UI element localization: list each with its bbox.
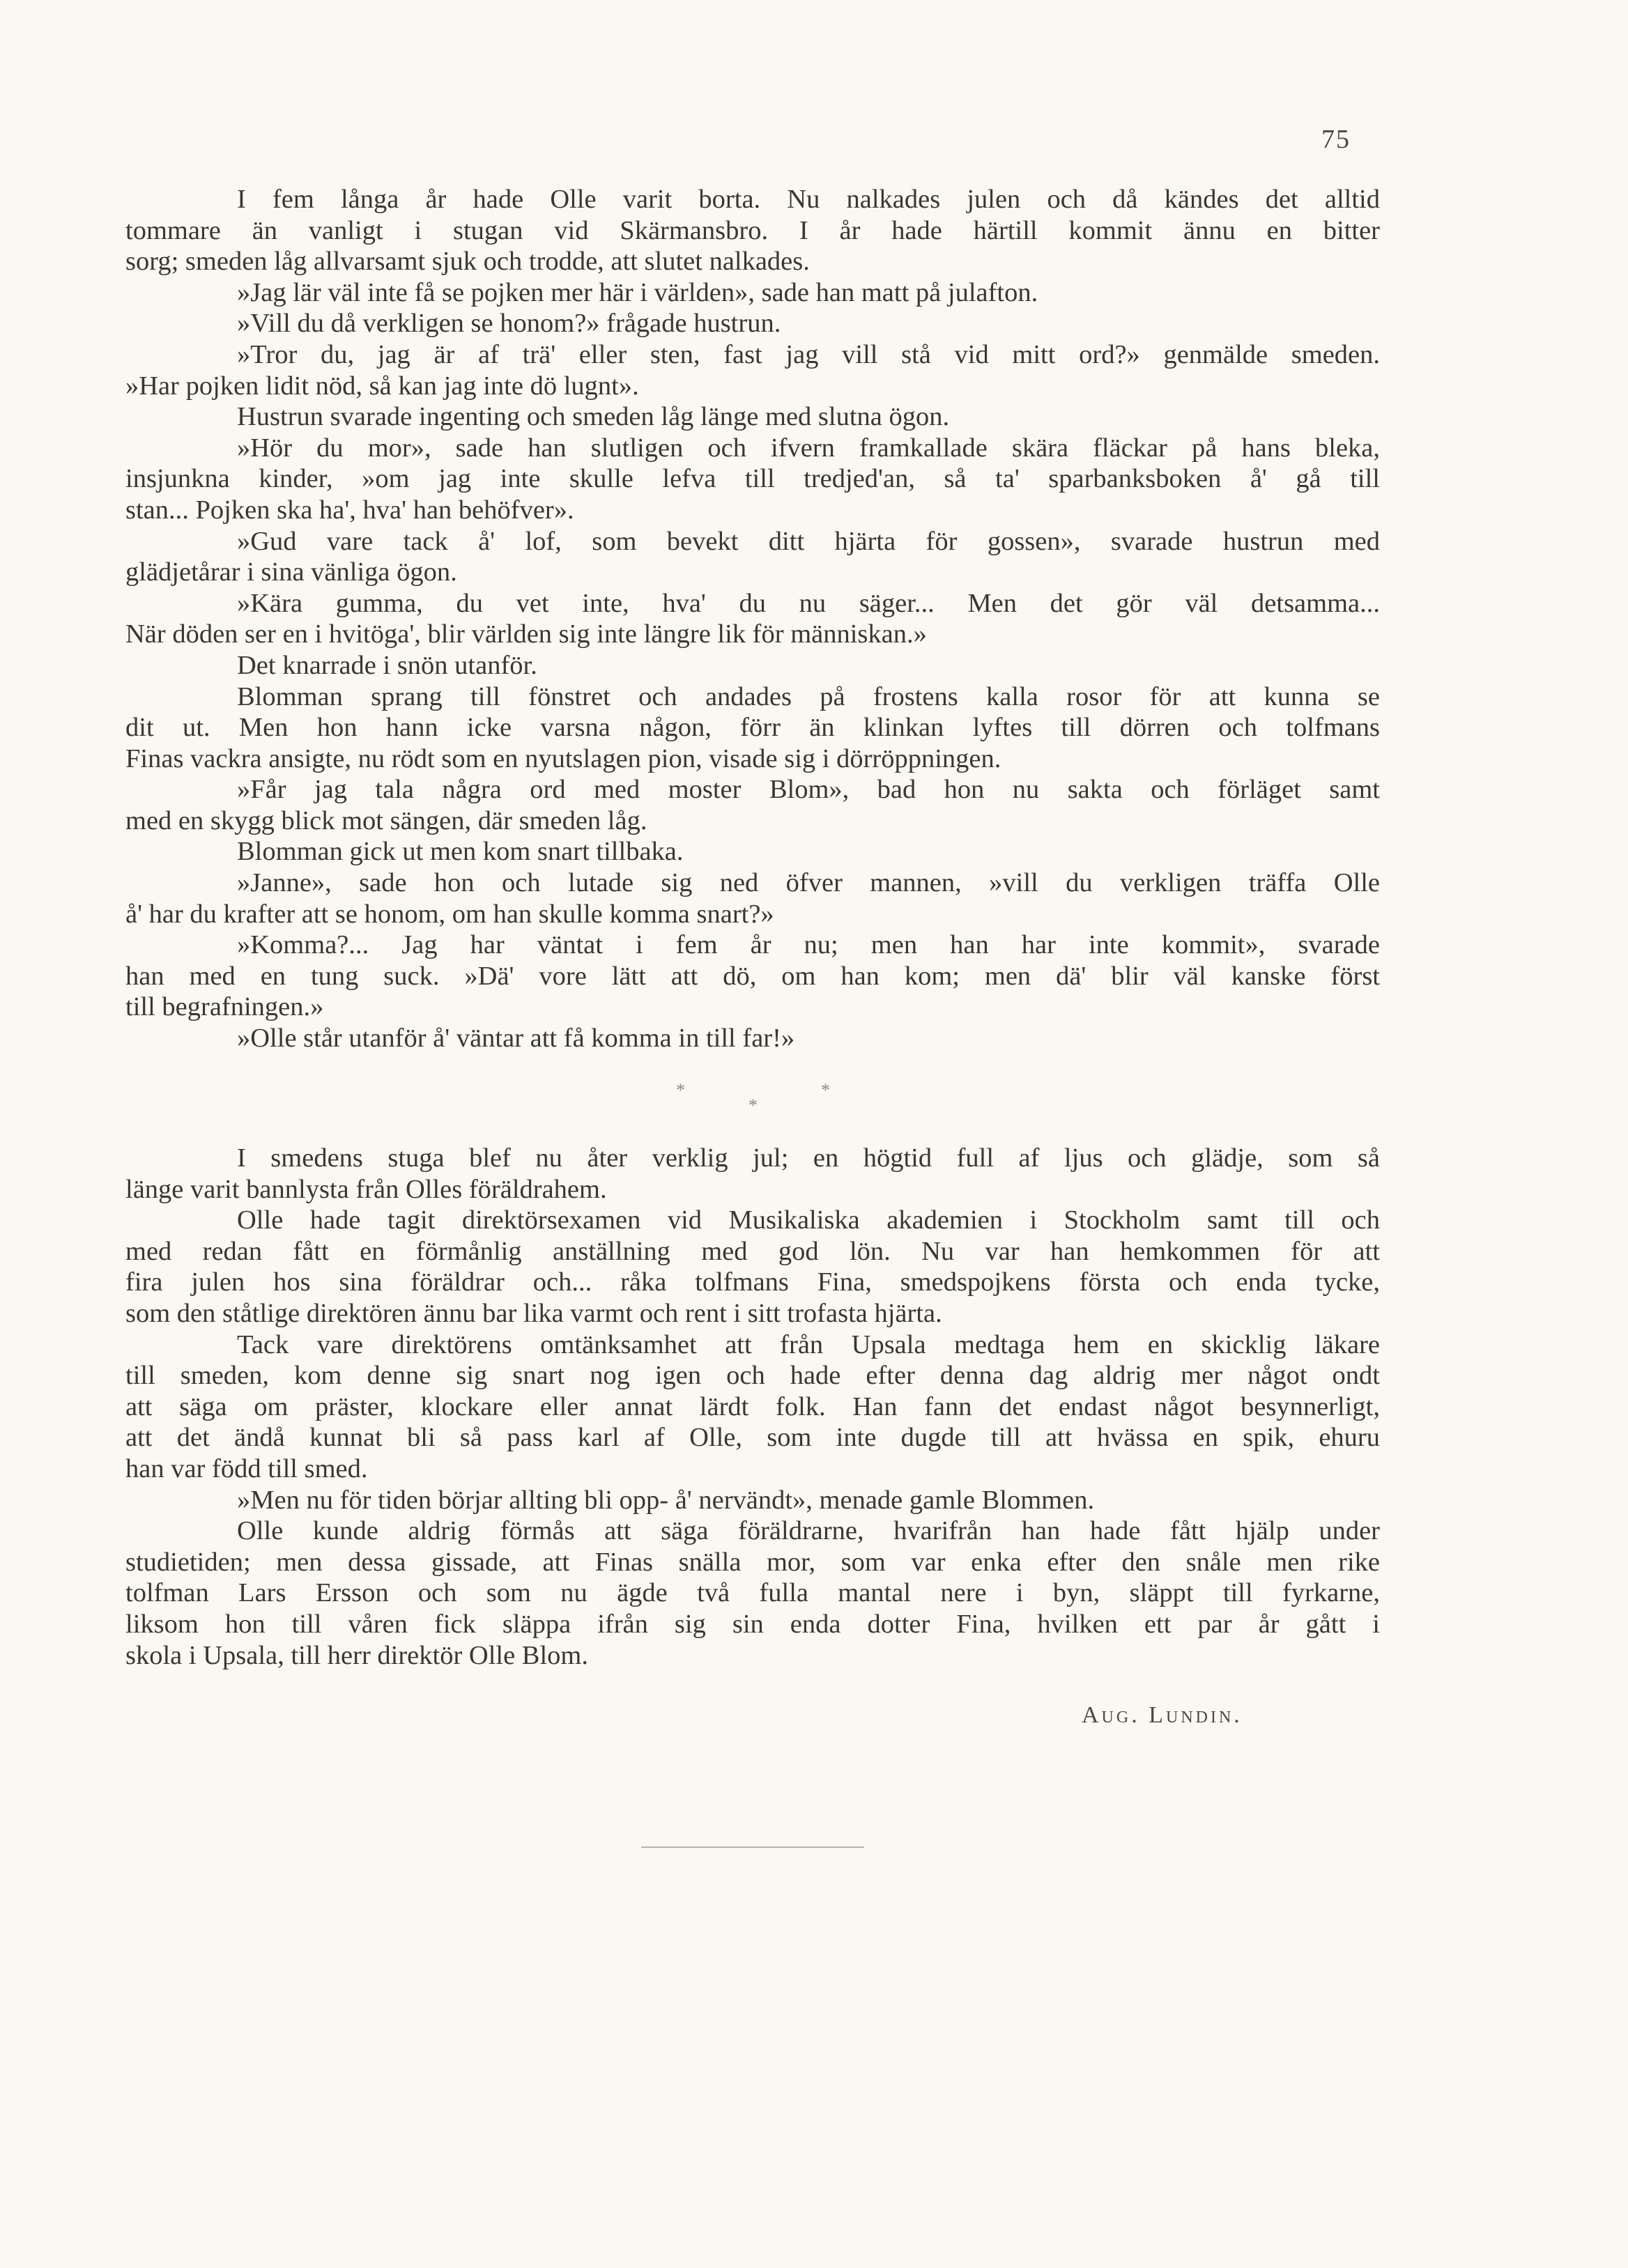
text-line: med en skygg blick mot sängen, där smeden låg.: [125, 805, 647, 835]
divider-asterisk: *: [676, 1080, 685, 1100]
text-line: »Janne», sade hon och lutade sig ned öfver mannen, »vill du verkligen träffa Olle: [237, 868, 1380, 898]
text-line: stan... Pojken ska ha', hva' han behöfver».: [125, 495, 574, 525]
text-line: I smedens stuga blef nu åter verklig jul; en högtid full af ljus och glädje, som så: [237, 1143, 1380, 1173]
text-line: att det ändå kunnat bli så pass karl af Olle, som inte dugde till att hvässa en spik, ehuru: [125, 1423, 1380, 1453]
text-line: tommare än vanligt i stugan vid Skärmansbro. I år hade härtill kommit ännu en bitter: [125, 215, 1380, 245]
text-line: Finas vackra ansigte, nu rödt som en nyutslagen pion, visade sig i dörröppningen.: [125, 743, 1001, 773]
author-signature: Aug. Lundin.: [1082, 1702, 1243, 1728]
text-line: »Vill du då verkligen se honom?» frågade hustrun.: [237, 309, 781, 339]
text-line: »Har pojken lidit nöd, så kan jag inte dö lugnt».: [125, 371, 639, 401]
text-line: tolfman Lars Ersson och som nu ägde två fulla mantal nere i byn, släppt till fyrkarne,: [125, 1578, 1380, 1608]
text-line: När döden ser en i hvitöga', blir världen sig inte längre lik för människan.»: [125, 619, 927, 649]
text-line: »Komma?... Jag har väntat i fem år nu; men han har inte kommit», svarade: [237, 930, 1380, 960]
text-line: att säga om präster, klockare eller annat lärdt folk. Han fann det endast något besynnerligt,: [125, 1391, 1380, 1421]
text-line: med redan fått en förmånlig anställning med god lön. Nu var han hemkommen för att: [125, 1236, 1380, 1266]
text-line: som den ståtlige direktören ännu bar lika varmt och rent i sitt trofasta hjärta.: [125, 1298, 942, 1328]
text-line: Det knarrade i snön utanför.: [237, 650, 537, 680]
text-line: Olle hade tagit direktörsexamen vid Musikaliska akademien i Stockholm samt till och: [237, 1205, 1380, 1235]
text-line: insjunkna kinder, »om jag inte skulle lefva till tredjed'an, så ta' sparbanksboken å' gå till: [125, 464, 1380, 494]
text-line: »Kära gumma, du vet inte, hva' du nu säger... Men det gör väl detsamma...: [237, 588, 1380, 618]
text-line: »Jag lär väl inte få se pojken mer här i världen», sade han matt på julafton.: [237, 277, 1038, 307]
text-line: »Olle står utanför å' väntar att få komma in till far!»: [237, 1024, 795, 1054]
end-rule: [641, 1846, 864, 1848]
text-line: han var född till smed.: [125, 1453, 368, 1483]
text-line: sorg; smeden låg allvarsamt sjuk och trodde, att slutet nalkades.: [125, 247, 810, 277]
text-line: I fem långa år hade Olle varit borta. Nu nalkades julen och då kändes det alltid: [237, 185, 1380, 214]
divider-asterisk: *: [821, 1080, 830, 1100]
text-line: han med en tung suck. »Dä' vore lätt att dö, om han kom; men dä' blir väl kanske först: [125, 961, 1380, 991]
text-line: dit ut. Men hon hann icke varsna någon, förr än klinkan lyftes till dörren och tolfmans: [125, 713, 1380, 743]
page-number: 75: [1321, 125, 1351, 154]
text-line: Blomman gick ut men kom snart tillbaka.: [237, 837, 684, 867]
text-line: glädjetårar i sina vänliga ögon.: [125, 557, 457, 587]
text-line: fira julen hos sina föräldrar och... råka tolfmans Fina, smedspojkens första och enda tycke,: [125, 1267, 1380, 1297]
divider-asterisk: *: [748, 1095, 758, 1116]
text-line: länge varit bannlysta från Olles föräldrahem.: [125, 1174, 607, 1204]
text-line: »Men nu för tiden börjar allting bli opp- å' nervändt», menade gamle Blommen.: [237, 1485, 1095, 1515]
section-divider: [655, 1080, 850, 1122]
text-line: Hustrun svarade ingenting och smeden låg länge med slutna ögon.: [237, 402, 950, 432]
text-line: liksom hon till våren fick släppa ifrån sig sin enda dotter Fina, hvilken ett par år gått i: [125, 1609, 1380, 1639]
text-line: Blomman sprang till fönstret och andades på frostens kalla rosor för att kunna se: [237, 681, 1380, 711]
text-line: »Gud vare tack å' lof, som bevekt ditt hjärta för gossen», svarade hustrun med: [237, 526, 1380, 556]
text-line: Olle kunde aldrig förmås att säga föräldrarne, hvarifrån han hade fått hjälp under: [237, 1516, 1380, 1546]
text-line: »Tror du, jag är af trä' eller sten, fast jag vill stå vid mitt ord?» genmälde smeden.: [237, 339, 1380, 369]
text-line: skola i Upsala, till herr direktör Olle Blom.: [125, 1640, 588, 1670]
text-line: till begrafningen.»: [125, 992, 324, 1022]
story-text-part-1: [125, 184, 1380, 1054]
story-text-part-2: [125, 1143, 1380, 1671]
text-line: till smeden, kom denne sig snart nog igen och hade efter denna dag aldrig mer något ondt: [125, 1361, 1380, 1391]
text-line: Tack vare direktörens omtänksamhet att från Upsala medtaga hem en skicklig läkare: [237, 1329, 1380, 1359]
text-line: studietiden; men dessa gissade, att Finas snälla mor, som var enka efter den snåle men rike: [125, 1547, 1380, 1577]
text-line: å' har du krafter att se honom, om han skulle komma snart?»: [125, 899, 774, 929]
text-line: »Får jag tala några ord med moster Blom», bad hon nu sakta och förläget samt: [237, 775, 1380, 805]
text-line: »Hör du mor», sade han slutligen och ifvern framkallade skära fläckar på hans bleka,: [237, 433, 1380, 463]
